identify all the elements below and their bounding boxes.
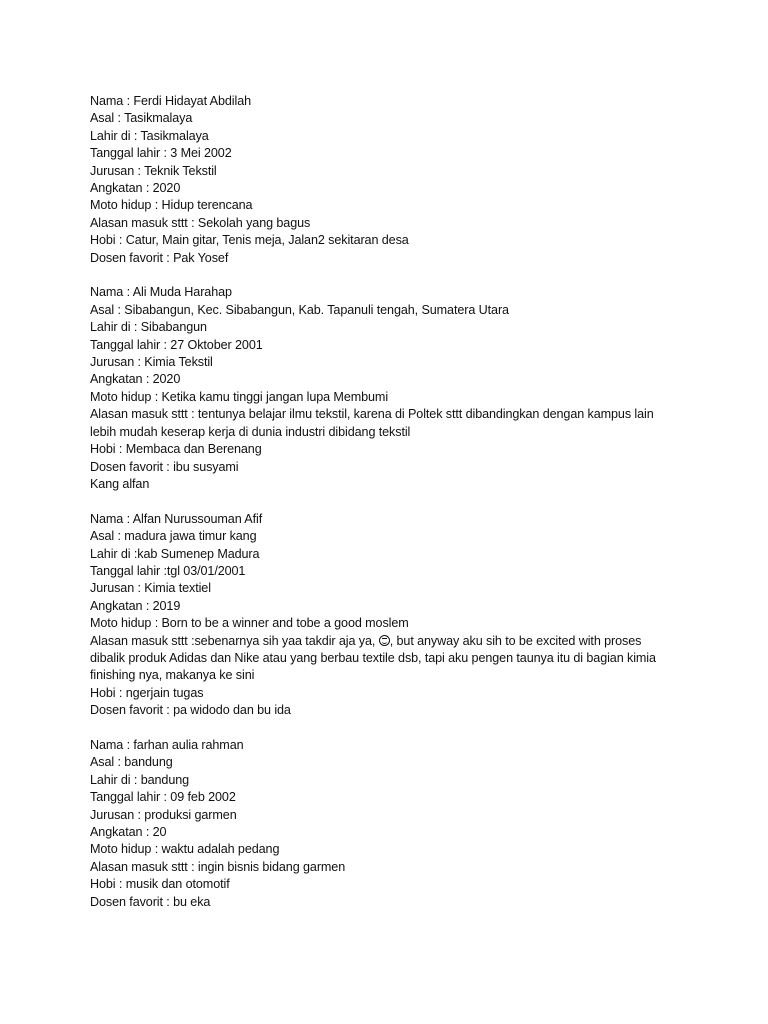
field-hobi: Hobi : Catur, Main gitar, Tenis meja, Jalan2 sekitaran desa <box>90 233 409 248</box>
field-alasan: Alasan masuk sttt : ingin bisnis bidang garmen <box>90 859 346 874</box>
field-alasan: Alasan masuk sttt : Sekolah yang bagus <box>90 215 311 230</box>
field-angkatan: Angkatan : 2019 <box>90 598 181 613</box>
field-tanggal-lahir: Tanggal lahir : 3 Mei 2002 <box>90 146 232 161</box>
field-asal: Asal : bandung <box>90 755 173 770</box>
field-tanggal-lahir: Tanggal lahir :tgl 03/01/2001 <box>90 563 246 578</box>
field-hobi: Hobi : ngerjain tugas <box>90 685 204 700</box>
document-body <box>90 93 690 911</box>
field-angkatan: Angkatan : 2020 <box>90 181 181 196</box>
field-alasan-continued: lebih mudah keserap kerja di dunia industri dibidang tekstil <box>90 424 411 439</box>
student-record <box>90 93 690 267</box>
blank-line <box>90 720 690 737</box>
student-record <box>90 737 690 911</box>
field-alasan <box>90 633 690 650</box>
blank-line <box>90 493 690 510</box>
field-asal: Asal : Sibabangun, Kec. Sibabangun, Kab. Tapanuli tengah, Sumatera Utara <box>90 302 509 317</box>
student-record <box>90 284 690 493</box>
field-jurusan: Jurusan : produksi garmen <box>90 807 237 822</box>
blank-line <box>90 267 690 284</box>
field-angkatan: Angkatan : 20 <box>90 825 167 840</box>
field-alasan-continued: dibalik produk Adidas dan Nike atau yang berbau textile dsb, tapi aku pengen taunya itu di bagian kimia <box>90 650 656 665</box>
extra-note: Kang alfan <box>90 476 150 491</box>
field-nama: Nama : Ali Muda Harahap <box>90 285 232 300</box>
alasan-text-part-2: , but anyway aku sih to be excited with proses <box>389 633 642 648</box>
field-tanggal-lahir: Tanggal lahir : 27 Oktober 2001 <box>90 337 263 352</box>
field-lahir: Lahir di : Sibabangun <box>90 320 207 335</box>
field-nama: Nama : farhan aulia rahman <box>90 737 244 752</box>
field-nama: Nama : Alfan Nurussouman Afif <box>90 511 263 526</box>
field-dosen-favorit: Dosen favorit : pa widodo dan bu ida <box>90 703 291 718</box>
field-lahir: Lahir di : bandung <box>90 772 190 787</box>
field-asal: Asal : Tasikmalaya <box>90 111 193 126</box>
field-jurusan: Jurusan : Kimia textiel <box>90 581 211 596</box>
field-moto: Moto hidup : Ketika kamu tinggi jangan lupa Membumi <box>90 389 389 404</box>
field-nama: Nama : Ferdi Hidayat Abdilah <box>90 94 251 108</box>
field-dosen-favorit: Dosen favorit : ibu susyami <box>90 459 239 474</box>
field-hobi: Hobi : musik dan otomotif <box>90 877 230 892</box>
field-asal: Asal : madura jawa timur kang <box>90 529 257 544</box>
field-lahir: Lahir di : Tasikmalaya <box>90 128 209 143</box>
field-lahir: Lahir di :kab Sumenep Madura <box>90 546 260 561</box>
field-moto: Moto hidup : Born to be a winner and tobe a good moslem <box>90 616 409 631</box>
field-moto: Moto hidup : waktu adalah pedang <box>90 842 280 857</box>
field-dosen-favorit: Dosen favorit : bu eka <box>90 894 211 909</box>
field-alasan: Alasan masuk sttt : tentunya belajar ilmu tekstil, karena di Poltek sttt dibandingkan dengan kampus lain <box>90 407 654 422</box>
field-jurusan: Jurusan : Teknik Tekstil <box>90 163 217 178</box>
field-angkatan: Angkatan : 2020 <box>90 372 181 387</box>
smiling-face-icon <box>379 635 390 646</box>
student-record <box>90 511 690 720</box>
field-alasan-continued: finishing nya, makanya ke sini <box>90 668 255 683</box>
field-dosen-favorit: Dosen favorit : Pak Yosef <box>90 250 229 265</box>
field-moto: Moto hidup : Hidup terencana <box>90 198 253 213</box>
alasan-text-part-1: Alasan masuk sttt :sebenarnya sih yaa takdir aja ya, <box>90 633 379 648</box>
field-hobi: Hobi : Membaca dan Berenang <box>90 442 262 457</box>
field-tanggal-lahir: Tanggal lahir : 09 feb 2002 <box>90 790 236 805</box>
field-jurusan: Jurusan : Kimia Tekstil <box>90 355 213 370</box>
